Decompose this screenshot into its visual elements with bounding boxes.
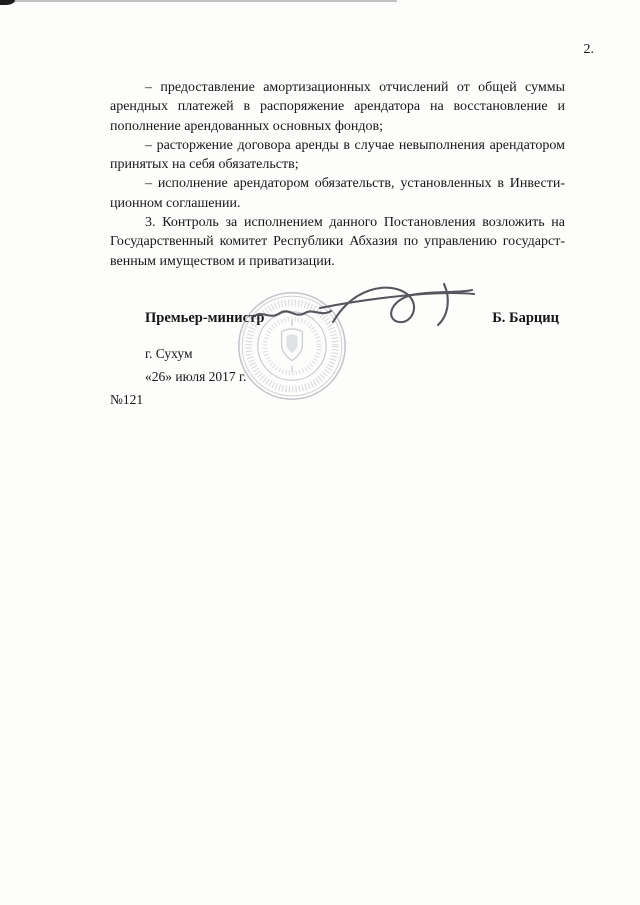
paragraph	[110, 174, 565, 213]
document-body	[110, 78, 565, 271]
text-line: – исполнение арендатором обязательств, установленных в Инвести-	[145, 176, 565, 192]
signer-title: Премьер-министр	[145, 310, 265, 326]
paragraph	[110, 136, 565, 175]
signature-block	[110, 310, 565, 327]
document-city: г. Сухум	[145, 346, 193, 361]
paragraph	[110, 78, 565, 136]
text-line: – расторжение договора аренды в случае невыполнения арендатором	[145, 137, 565, 153]
text-line: ционном соглашении.	[110, 195, 241, 211]
text-line: Государственный комитет Республики Абхазия по управлению государст-	[110, 234, 565, 250]
text-line: пополнение арендованных основных фондов;	[110, 118, 384, 134]
signer-name: Б. Барциц	[492, 310, 559, 326]
text-line: – предоставление амортизационных отчислений от общей суммы	[145, 80, 565, 95]
page-number: 2.	[583, 42, 594, 57]
text-line: арендных платежей в распоряжение арендатора на восстановление и	[110, 99, 565, 115]
text-line: венным имуществом и приватизации.	[110, 253, 335, 269]
text-line: принятых на себя обязательств;	[110, 157, 299, 173]
scan-artifact-line	[0, 0, 397, 2]
document-number: №121	[110, 392, 144, 407]
document-date: «26» июля 2017 г.	[145, 369, 247, 384]
text-line: 3. Контроль за исполнением данного Постановления возложить на	[145, 215, 565, 231]
scan-artifact-corner	[0, 0, 15, 5]
document-details	[110, 344, 410, 413]
handwritten-signature	[238, 272, 478, 342]
paragraph	[110, 213, 565, 271]
